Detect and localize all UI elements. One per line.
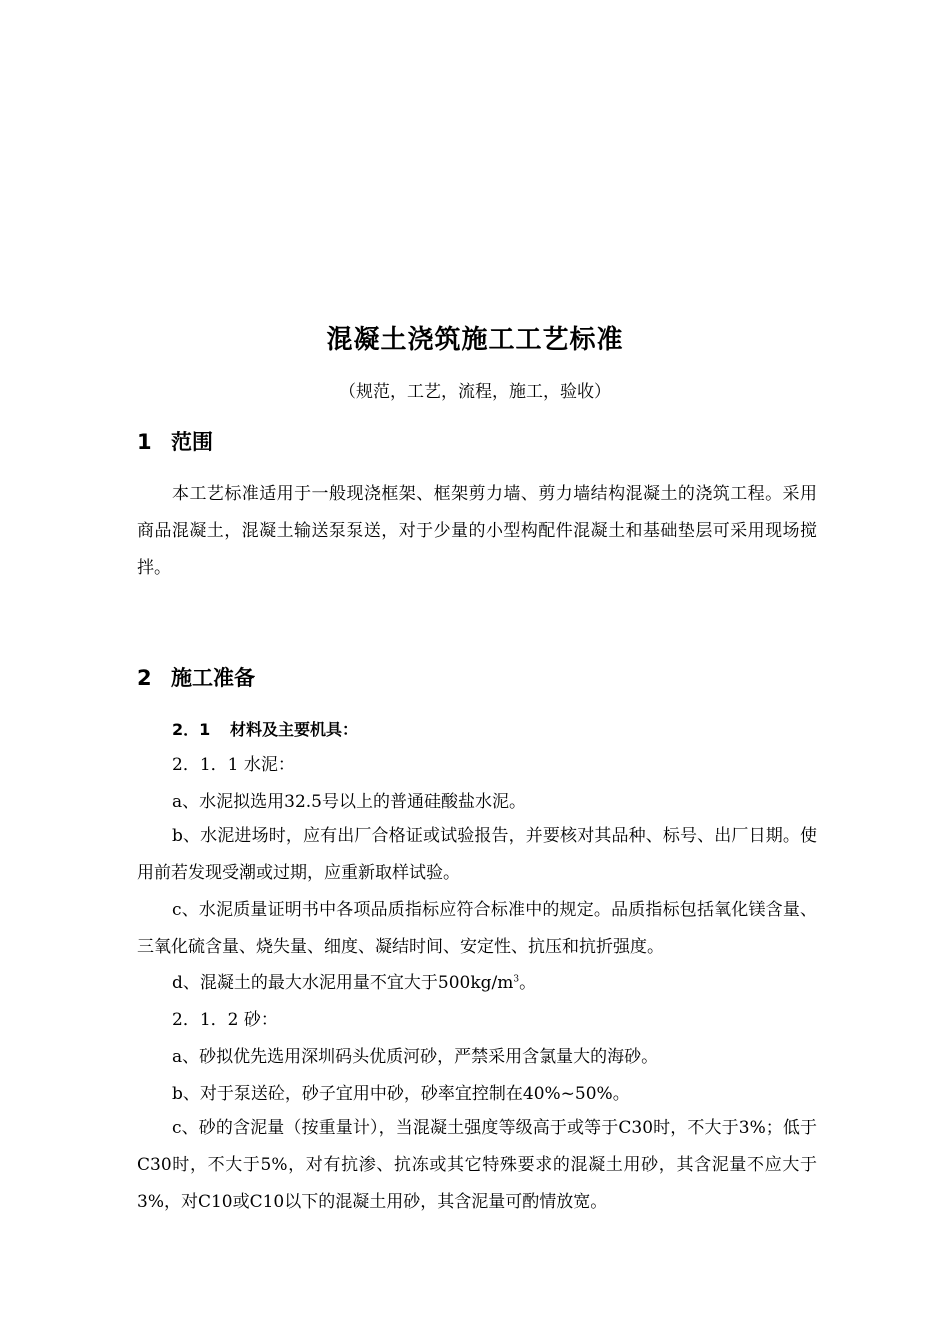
sand-item-c: c、砂的含泥量（按重量计），当混凝土强度等级高于或等于C30时，不大于3%；低于C30时，不大于5%，对有抗渗、抗冻或其它特殊要求的混凝土用砂，其含泥量不应大于3%，对C10或C10以下的混凝土用砂，其含泥量可酌情放宽。 <box>137 1118 817 1212</box>
section-1-paragraph: 本工艺标准适用于一般现浇框架、框架剪力墙、剪力墙结构混凝土的浇筑工程。采用商品混凝土，混凝土输送泵泵送，对于少量的小型构配件混凝土和基础垫层可采用现场搅拌。 <box>137 484 817 578</box>
section-2-title: 施工准备 <box>171 666 255 690</box>
cement-item-c: c、水泥质量证明书中各项品质指标应符合标准中的规定。品质指标包括氧化镁含量、三氧化硫含量、烧失量、细度、凝结时间、安定性、抗压和抗折强度。 <box>137 900 817 957</box>
section-1-heading <box>137 426 213 458</box>
section-2-number: 2 <box>137 666 152 690</box>
cement-item-a: a、水泥拟选用32.5号以上的普通硅酸盐水泥。 <box>172 792 526 812</box>
sand-item-b: b、对于泵送砼，砂子宜用中砂，砂率宜控制在40%~50%。 <box>172 1084 630 1104</box>
cement-item-d-superscript: 3 <box>513 974 520 985</box>
subsection-2-1-heading <box>172 716 358 744</box>
sand-item-a: a、砂拟优先选用深圳码头优质河砂，严禁采用含氯量大的海砂。 <box>172 1047 659 1067</box>
subsection-2-1-number: 2．1 <box>172 720 211 739</box>
item-cement-heading: 2．1．1 水泥： <box>172 755 295 775</box>
document-title: 混凝土浇筑施工工艺标准 <box>326 325 624 355</box>
section-1-title: 范围 <box>171 430 213 454</box>
section-1-number: 1 <box>137 430 152 454</box>
document-subtitle: （规范，工艺，流程，施工，验收） <box>339 382 611 402</box>
cement-item-d <box>172 969 536 997</box>
cement-item-d-text: d、混凝土的最大水泥用量不宜大于500kg/m <box>172 973 514 993</box>
subsection-2-1-title: 材料及主要机具： <box>230 720 359 739</box>
cement-item-d-end: 。 <box>519 973 537 993</box>
cement-item-b: b、水泥进场时，应有出厂合格证或试验报告，并要核对其品种、标号、出厂日期。使用前若发现受潮或过期，应重新取样试验。 <box>137 826 817 883</box>
section-2-heading <box>137 662 255 694</box>
item-sand-heading: 2．1．2 砂： <box>172 1010 278 1030</box>
